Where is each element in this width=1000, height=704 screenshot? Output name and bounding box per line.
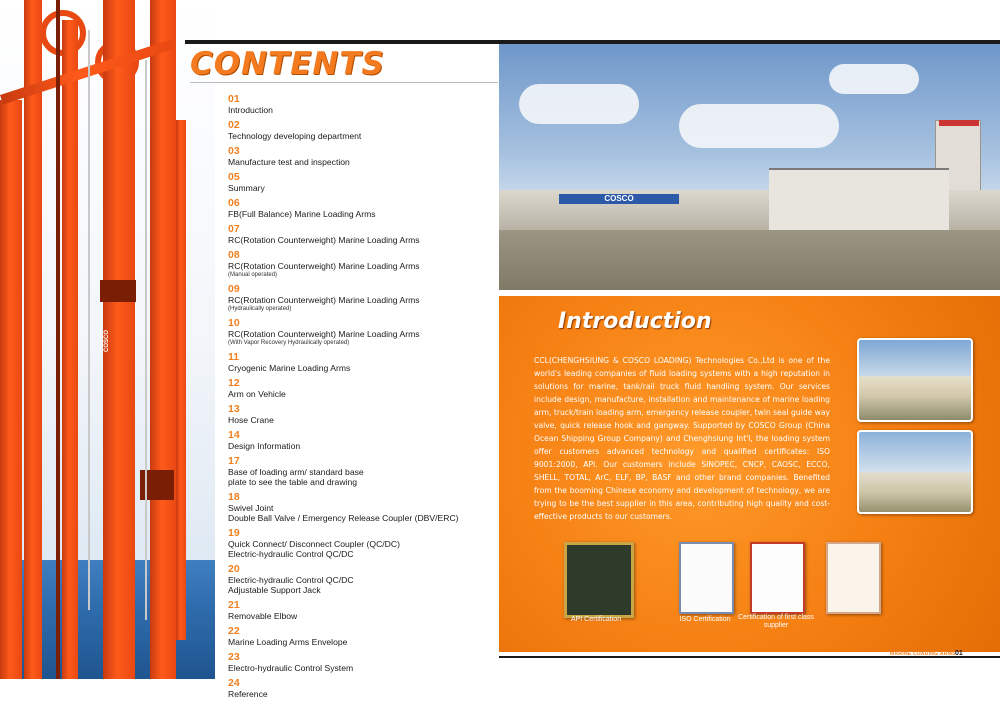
- cert-label-iso: ISO Certification: [679, 616, 731, 623]
- crane-column-2: [62, 20, 78, 679]
- toc-title: RC(Rotation Counterweight) Marine Loading Arms: [228, 295, 420, 305]
- cloud: [679, 104, 839, 148]
- toc-page-number: 09: [228, 283, 240, 295]
- table-of-contents: [228, 94, 498, 704]
- factory-hall: [769, 168, 949, 232]
- toc-extra-line: Electric-hydraulic Control QC/DC: [228, 549, 354, 559]
- toc-page-number: 12: [228, 377, 240, 389]
- building-photo-1: [857, 338, 973, 422]
- crane-column-4: [150, 0, 176, 679]
- toc-entry: [228, 456, 498, 487]
- crane-cable-2: [88, 30, 90, 610]
- toc-entry: [228, 404, 498, 425]
- toc-title: RC(Rotation Counterweight) Marine Loading Arms: [228, 329, 420, 339]
- toc-entry: [228, 172, 498, 193]
- toc-page-number: 02: [228, 119, 240, 131]
- toc-entry: [228, 528, 498, 559]
- toc-extra-line: plate to see the table and drawing: [228, 477, 357, 487]
- iso-certificate: [679, 542, 734, 614]
- crane-column-1: [24, 0, 42, 679]
- intro-body: CCL(CHENGHSIUNG & COSCO LOADING) Technologies Co.,Ltd is one of the world's leading companies of fluid loading systems with a high reputation in solutions for marine, tank/rail truck fluid handling system. Our services include design, manufacture, installation and maintenance of marine loading arm, truck/train loading arm, emergency release coupler, twin seal guide way valve, quick release hook and gangway. Supported by COSCO Group (China Ocean Shipping Group Company) and Chenghsiung Int'l, the loading system offer customers advanced technology and qualified certificates: ISO 9001:2000, API. Our customers include SINOPEC, CNCP, CAOSC, ECCO, SHELL, TOTAL, ArC, ELF, BP, BASF and other brand companies. Benefited from the booming Chinese economy and development of technology, we are trying to be the best supplier in this area, contributing high quality and cost-effective products to our customers.: [534, 356, 830, 521]
- factory-photo: [499, 44, 1000, 290]
- toc-entry: [228, 318, 498, 347]
- cloud: [519, 84, 639, 124]
- crane-logo: COSCO: [104, 329, 110, 352]
- toc-title: Base of loading arm/ standard base: [228, 467, 364, 477]
- toc-page-number: 11: [228, 351, 240, 363]
- toc-title: Marine Loading Arms Envelope: [228, 637, 348, 647]
- toc-entry: [228, 378, 498, 399]
- tower-roof: [939, 120, 979, 126]
- cloud: [829, 64, 919, 94]
- toc-entry: [228, 250, 498, 279]
- toc-subtitle: (Hydraulically operated): [228, 306, 292, 312]
- crane-bracket: [100, 280, 136, 302]
- toc-title: Reference: [228, 689, 268, 699]
- toc-title: Cryogenic Marine Loading Arms: [228, 363, 351, 373]
- toc-entry: [228, 492, 498, 523]
- toc-page-number: 01: [228, 93, 240, 105]
- toc-title: Quick Connect/ Disconnect Coupler (QC/DC): [228, 539, 400, 549]
- toc-entry: [228, 94, 498, 115]
- toc-page-number: 19: [228, 527, 240, 539]
- toc-title: Summary: [228, 183, 265, 193]
- footer-text: MARINE LOADING ARMS: [890, 651, 956, 657]
- toc-entry: [228, 600, 498, 621]
- toc-page-number: 10: [228, 317, 240, 329]
- toc-extra-line: Double Ball Valve / Emergency Release Coupler (DBV/ERC): [228, 513, 459, 523]
- crane-column-0: [0, 100, 22, 679]
- toc-page-number: 17: [228, 455, 240, 467]
- toc-title: Hose Crane: [228, 415, 274, 425]
- toc-title: Technology developing department: [228, 131, 362, 141]
- supplier-certificate: [750, 542, 805, 614]
- toc-title: Introduction: [228, 105, 273, 115]
- toc-entry: [228, 626, 498, 647]
- toc-entry: [228, 564, 498, 595]
- toc-entry: [228, 652, 498, 673]
- toc-title: FB(Full Balance) Marine Loading Arms: [228, 209, 376, 219]
- toc-title: Swivel Joint: [228, 503, 274, 513]
- page-number: 01: [955, 650, 963, 657]
- intro-title: Introduction: [558, 309, 712, 334]
- toc-page-number: 22: [228, 625, 240, 637]
- toc-entry: [228, 120, 498, 141]
- product-certificate: [826, 542, 881, 614]
- toc-page-number: 24: [228, 677, 240, 689]
- building-photo-2: [857, 430, 973, 514]
- toc-entry: [228, 678, 498, 699]
- toc-page-number: 23: [228, 651, 240, 663]
- toc-entry: [228, 146, 498, 167]
- toc-title: Arm on Vehicle: [228, 389, 286, 399]
- toc-entry: [228, 284, 498, 313]
- toc-entry: [228, 352, 498, 373]
- contents-title: CONTENTS: [190, 46, 385, 82]
- toc-title: Design Information: [228, 441, 301, 451]
- api-certificate: [564, 542, 634, 618]
- toc-page-number: 05: [228, 171, 240, 183]
- title-underline: [190, 82, 498, 83]
- toc-page-number: 21: [228, 599, 240, 611]
- toc-title: RC(Rotation Counterweight) Marine Loading Arms: [228, 261, 420, 271]
- toc-entry: [228, 198, 498, 219]
- crane-pipe: [176, 120, 186, 640]
- loading-arms-photo: [0, 0, 215, 679]
- cert-label-supplier: Certification of first class supplier: [738, 614, 814, 629]
- toc-title: Manufacture test and inspection: [228, 157, 350, 167]
- toc-page-number: 18: [228, 491, 240, 503]
- toc-entry: [228, 430, 498, 451]
- crane-ladder: [56, 0, 60, 679]
- factory-sign: COSCO: [559, 194, 679, 204]
- toc-entry: [228, 224, 498, 245]
- toc-subtitle: (Manual operated): [228, 272, 278, 278]
- toc-subtitle: (With Vapor Recovery Hydraulically operated): [228, 340, 350, 346]
- toc-page-number: 14: [228, 429, 240, 441]
- toc-page-number: 20: [228, 563, 240, 575]
- toc-page-number: 03: [228, 145, 240, 157]
- toc-title: Removable Elbow: [228, 611, 298, 621]
- toc-title: Electric-hydraulic Control QC/DC: [228, 575, 354, 585]
- toc-page-number: 06: [228, 197, 240, 209]
- toc-page-number: 08: [228, 249, 240, 261]
- toc-page-number: 07: [228, 223, 240, 235]
- toc-title: Electro-hydraulic Control System: [228, 663, 354, 673]
- crane-cable: [145, 60, 147, 620]
- toc-title: RC(Rotation Counterweight) Marine Loading Arms: [228, 235, 420, 245]
- toc-page-number: 13: [228, 403, 240, 415]
- factory-yard: [499, 230, 1000, 290]
- cert-label-api: API Certification: [570, 616, 622, 623]
- toc-extra-line: Adjustable Support Jack: [228, 585, 321, 595]
